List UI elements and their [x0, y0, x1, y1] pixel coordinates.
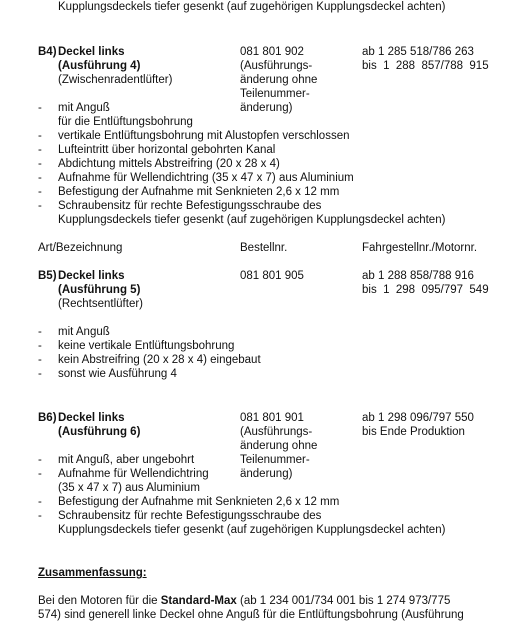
order-note-line: (Ausführungs- — [240, 426, 313, 438]
list-item: mit Anguß — [58, 326, 110, 338]
header-serial-number: Fahrgestellnr./Motornr. — [362, 242, 478, 254]
list-bullet: - — [38, 144, 42, 156]
order-note-line: Teilenummer- — [240, 88, 310, 100]
section-variant: (Ausführung 5) — [58, 284, 141, 296]
section-title: Deckel links — [58, 46, 125, 58]
order-number: 081 801 905 — [240, 270, 304, 282]
section-id: B4) — [38, 46, 57, 58]
list-item: Befestigung der Aufnahme mit Senknieten 2,6 x 12 mm — [58, 496, 340, 508]
list-bullet: - — [38, 102, 42, 114]
summary-text: Bei den Motoren für die — [38, 595, 161, 607]
order-number: 081 801 902 — [240, 46, 304, 58]
order-note-line: änderung ohne — [240, 74, 318, 86]
order-note-line: änderung) — [240, 102, 293, 114]
summary-line — [38, 594, 450, 608]
list-item: sonst wie Ausführung 4 — [58, 368, 177, 380]
list-bullet: - — [38, 340, 42, 352]
list-item: Befestigung der Aufnahme mit Senknieten 2,6 x 12 mm — [58, 186, 340, 198]
section-id: B5) — [38, 270, 57, 282]
list-bullet: - — [38, 186, 42, 198]
section-variant: (Ausführung 6) — [58, 426, 141, 438]
serial-range-start: ab 1 288 858/788 916 — [362, 270, 474, 282]
list-bullet: - — [38, 354, 42, 366]
list-item-continuation: Kupplungsdeckels tiefer gesenkt (auf zugehörigen Kupplungsdeckel achten) — [58, 524, 446, 536]
summary-line: 574) sind generell linke Deckel ohne Anguß für die Entlüftungsbohrung (Ausführung — [38, 609, 464, 621]
list-item: Abdichtung mittels Abstreifring (20 x 28 x 4) — [58, 158, 280, 170]
list-item: Aufnahme für Wellendichtring — [58, 468, 209, 480]
list-bullet: - — [38, 496, 42, 508]
list-bullet: - — [38, 510, 42, 522]
list-item: Lufteintritt über horizontal gebohrten Kanal — [58, 144, 276, 156]
list-item: vertikale Entlüftungsbohrung mit Alustopfen verschlossen — [58, 130, 350, 142]
list-bullet: - — [38, 468, 42, 480]
list-item: Aufnahme für Wellendichtring (35 x 47 x 7) aus Aluminium — [58, 172, 354, 184]
serial-range-end: bis Ende Produktion — [362, 426, 465, 438]
list-bullet: - — [38, 172, 42, 184]
list-item: Schraubensitz für rechte Befestigungsschraube des — [58, 510, 322, 522]
header-designation: Art/Bezeichnung — [38, 242, 123, 254]
section-id: B6) — [38, 412, 57, 424]
list-item: kein Abstreifring (20 x 28 x 4) eingebaut — [58, 354, 261, 366]
list-bullet: - — [38, 326, 42, 338]
list-item-continuation: Kupplungsdeckels tiefer gesenkt (auf zugehörigen Kupplungsdeckel achten) — [58, 214, 446, 226]
summary-model: Standard-Max — [160, 595, 237, 607]
continued-text: Kupplungsdeckels tiefer gesenkt (auf zugehörigen Kupplungsdeckel achten) — [58, 1, 446, 13]
list-bullet: - — [38, 454, 42, 466]
order-note-line: änderung) — [240, 468, 293, 480]
section-subtitle: (Rechtsentlüfter) — [58, 298, 144, 310]
header-order-number: Bestellnr. — [240, 242, 288, 254]
order-note-line: änderung ohne — [240, 440, 318, 452]
serial-range-start: ab 1 285 518/786 263 — [362, 46, 474, 58]
section-title: Deckel links — [58, 412, 125, 424]
list-item: mit Anguß — [58, 102, 110, 114]
serial-range-end: bis 1 298 095/797 549 — [362, 284, 489, 296]
list-bullet: - — [38, 368, 42, 380]
order-note-line: Teilenummer- — [240, 454, 310, 466]
list-item: mit Anguß, aber ungebohrt — [58, 454, 195, 466]
list-item: keine vertikale Entlüftungsbohrung — [58, 340, 235, 352]
section-title: Deckel links — [58, 270, 125, 282]
list-item-continuation: für die Entlüftungsbohrung — [58, 116, 193, 128]
summary-text: (ab 1 234 001/734 001 bis 1 274 973/775 — [236, 595, 451, 607]
section-subtitle: (Zwischenradentlüfter) — [58, 74, 173, 86]
order-number: 081 801 901 — [240, 412, 304, 424]
list-bullet: - — [38, 130, 42, 142]
list-item-continuation: (35 x 47 x 7) aus Aluminium — [58, 482, 200, 494]
order-note-line: (Ausführungs- — [240, 60, 313, 72]
list-bullet: - — [38, 158, 42, 170]
summary-heading: Zusammenfassung: — [38, 567, 147, 579]
serial-range-start: ab 1 298 096/797 550 — [362, 412, 474, 424]
serial-range-end: bis 1 288 857/788 915 — [362, 60, 489, 72]
list-item: Schraubensitz für rechte Befestigungsschraube des — [58, 200, 322, 212]
section-variant: (Ausführung 4) — [58, 60, 141, 72]
list-bullet: - — [38, 200, 42, 212]
